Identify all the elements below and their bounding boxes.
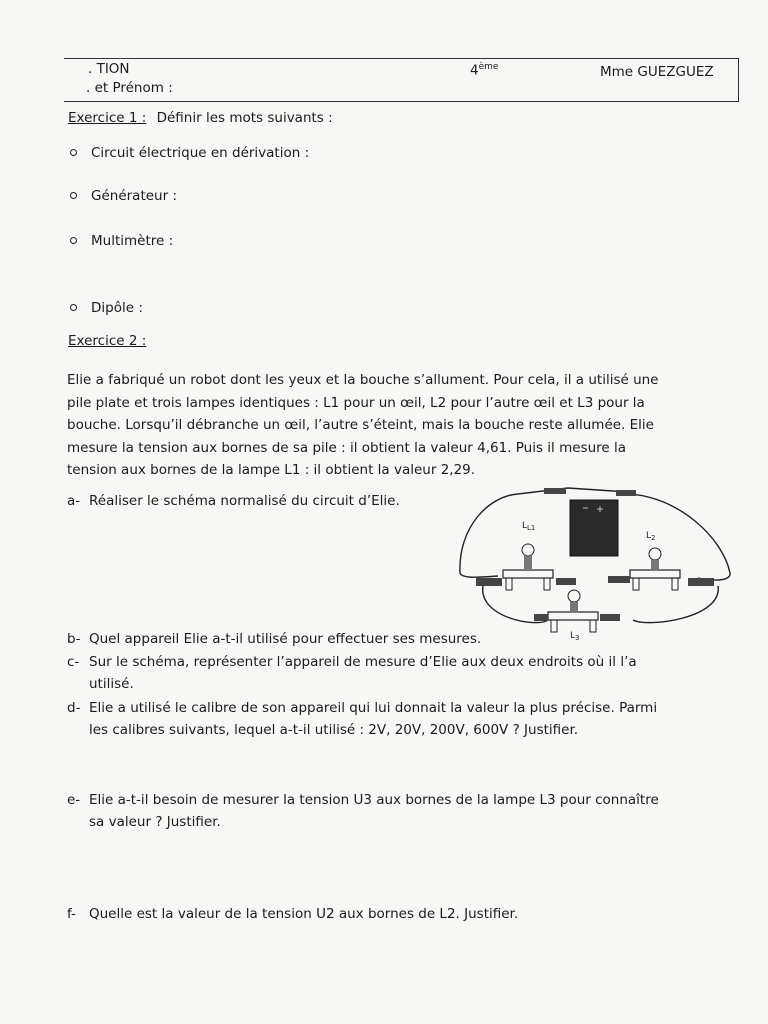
question-a: a- Réaliser le schéma normalisé du circuit d’Elie. — [67, 493, 400, 509]
exercise2-paragraph — [67, 369, 677, 482]
paragraph-line: pile plate et trois lampes identiques : L1 pour un œil, L2 pour l’autre œil et L3 pour la — [67, 394, 645, 411]
question-f: f- Quelle est la valeur de la tension U2 aux bornes de L2. Justifier. — [67, 906, 519, 922]
grade: 4ème — [470, 62, 499, 79]
lamp-l3-icon — [534, 590, 620, 632]
definition-item: Dipôle : — [70, 300, 143, 316]
exercise2-heading: Exercice 2 : — [68, 333, 147, 349]
circuit-figure — [448, 478, 738, 650]
svg-text:LL1: $L_{L1}$ — [522, 521, 536, 532]
header-left-title: . TION — [88, 61, 130, 77]
question-c: c- Sur le schéma, représenter l’appareil de mesure d’Elie aux deux endroits où il l’a utilisé. — [67, 654, 637, 692]
battery-icon — [570, 500, 618, 556]
lamp-l2-icon — [608, 548, 714, 590]
paragraph-line: mesure la tension aux bornes de sa pile : il obtient la valeur 4,61. Puis il mesure la — [67, 439, 626, 456]
name-label: . et Prénom : — [86, 80, 173, 96]
svg-text:L2: $L_2$ — [646, 531, 656, 542]
paragraph-line: bouche. Lorsqu’il débranche un œil, l’autre s’éteint, mais la bouche reste allumée. Elie — [67, 417, 654, 433]
paragraph-line: Elie a fabriqué un robot dont les yeux et la bouche s’allument. Pour cela, il a utilisé une — [67, 372, 659, 388]
definition-item: Générateur : — [70, 188, 177, 204]
exercise1-heading: Exercice 1 : Définir les mots suivants : — [68, 110, 333, 126]
svg-text:L3: $L_3$ — [570, 631, 580, 642]
teacher-name: Mme GUEZGUEZ — [600, 64, 714, 80]
question-d: d- Elie a utilisé le calibre de son appareil qui lui donnait la valeur la plus précise. Parmi les calibres suivants, lequel a-t-il utilisé : 2V, 20V, 200V, 600V ? Justifier. — [67, 700, 658, 738]
definition-item: Circuit électrique en dérivation : — [70, 145, 309, 161]
question-e: e- Elie a-t-il besoin de mesurer la tension U3 aux bornes de la lampe L3 pour connaître sa valeur ? Justifier. — [67, 792, 659, 830]
paragraph-line: tension aux bornes de la lampe L1 : il obtient la valeur 2,29. — [67, 462, 476, 478]
lamp-l1-icon — [476, 544, 576, 590]
question-b: b- Quel appareil Elie a-t-il utilisé pour effectuer ses mesures. — [67, 631, 482, 647]
definition-item: Multimètre : — [70, 233, 173, 249]
